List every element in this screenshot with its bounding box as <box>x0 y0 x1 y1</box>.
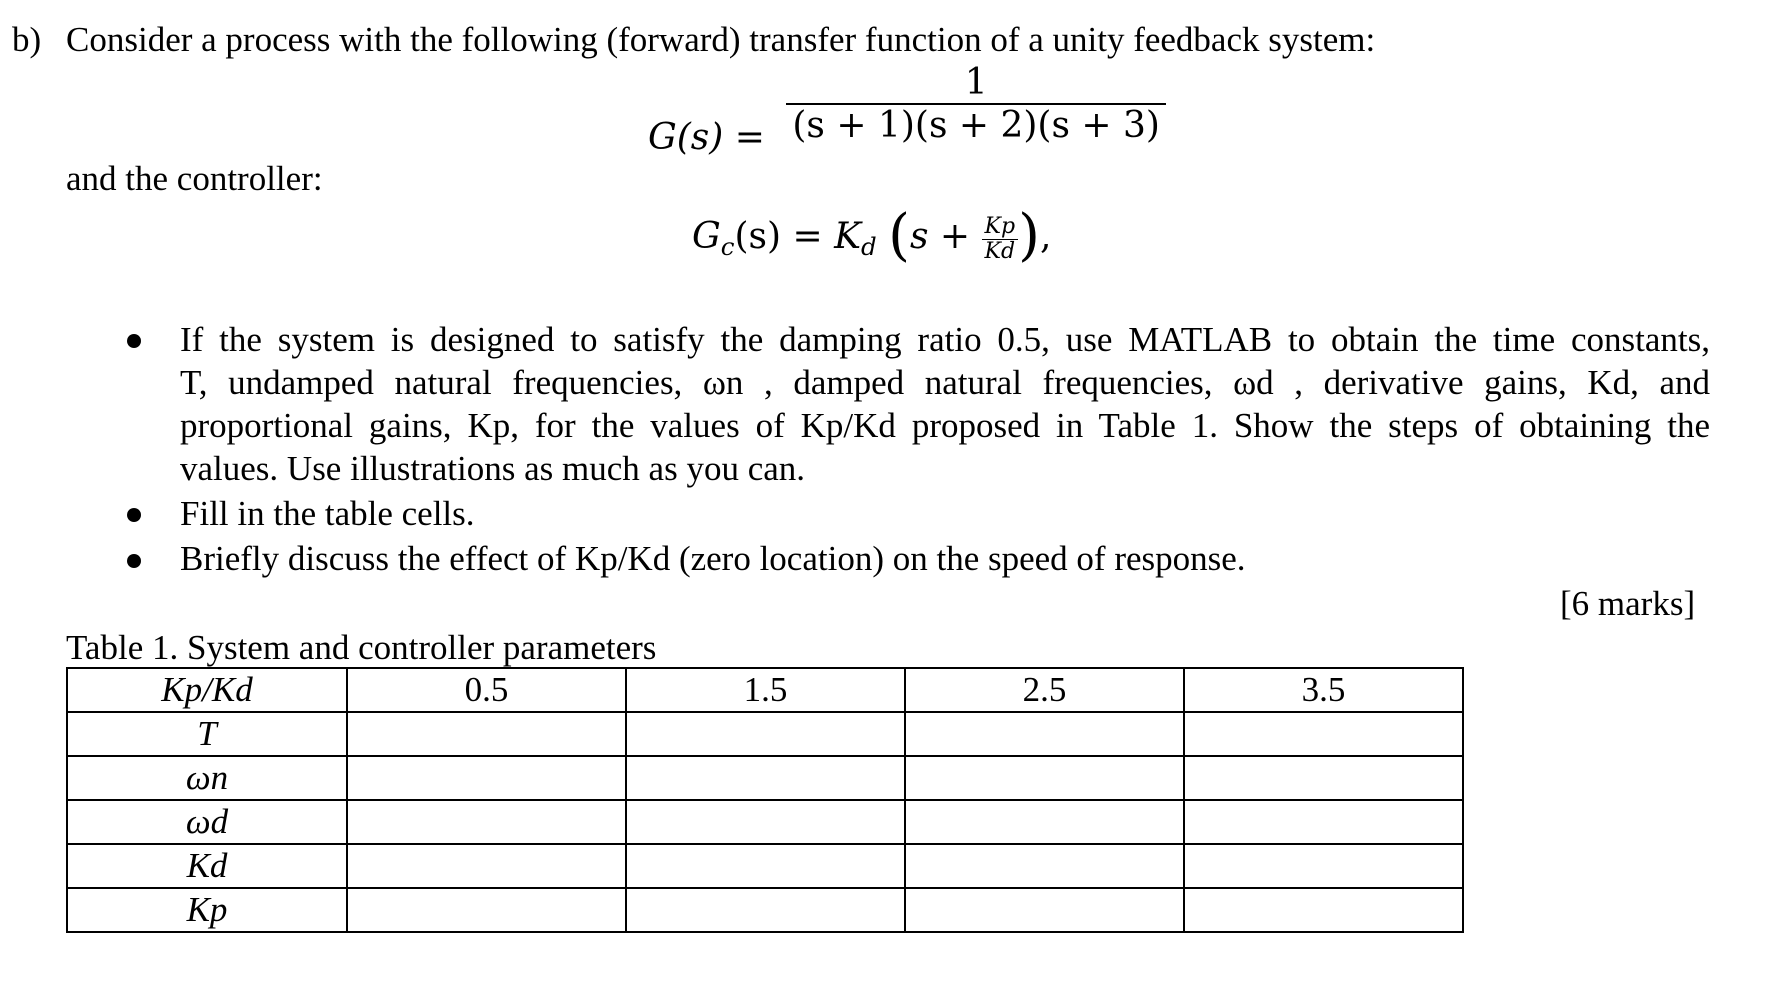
controller-equation <box>692 200 1051 270</box>
controller-intro: and the controller: <box>66 159 323 198</box>
bullet-1-line-3: proportional gains, Kp, for the values of Kp/Kd proposed in Table 1. Show the steps of obtaining the <box>180 406 1710 445</box>
table-cell[interactable] <box>1184 844 1463 888</box>
table-row <box>67 844 1463 888</box>
table-cell[interactable] <box>1184 712 1463 756</box>
table-header-col-2: 1.5 <box>626 668 905 712</box>
controller-s-plus: s + <box>910 216 971 257</box>
table-cell[interactable] <box>347 800 626 844</box>
table-row <box>67 800 1463 844</box>
row-label-wn: ωn <box>67 756 347 800</box>
left-paren: ( <box>888 203 910 268</box>
bullet-dot-1 <box>127 334 141 348</box>
table-cell[interactable] <box>347 712 626 756</box>
table-row <box>67 756 1463 800</box>
row-label-t: T <box>67 712 347 756</box>
question-intro: Consider a process with the following (forward) transfer function of a unity feedback system: <box>66 20 1376 59</box>
plant-denominator: (s + 1)(s + 2)(s + 3) <box>786 103 1166 146</box>
table-cell[interactable] <box>626 844 905 888</box>
bullet-1-line-1: If the system is designed to satisfy the damping ratio 0.5, use MATLAB to obtain the time constants, <box>180 320 1710 359</box>
table-cell[interactable] <box>905 800 1184 844</box>
table-cell[interactable] <box>626 756 905 800</box>
question-label: b) <box>12 20 42 59</box>
controller-k: K <box>834 216 862 257</box>
table-cell[interactable] <box>626 800 905 844</box>
table-cell[interactable] <box>347 756 626 800</box>
marks-label: [6 marks] <box>1560 584 1696 623</box>
table-cell[interactable] <box>1184 800 1463 844</box>
table-caption: Table 1. System and controller parameters <box>66 628 657 667</box>
bullet-1-text <box>180 318 1710 490</box>
controller-s-eq: (s) = <box>734 216 835 257</box>
controller-ratio-num: Kp <box>984 213 1016 239</box>
table-cell[interactable] <box>347 844 626 888</box>
table-row <box>67 888 1463 932</box>
table-cell[interactable] <box>626 712 905 756</box>
row-label-kp: Kp <box>67 888 347 932</box>
table-header-col-3: 2.5 <box>905 668 1184 712</box>
controller-ratio-fraction <box>982 215 1019 264</box>
table-cell[interactable] <box>905 756 1184 800</box>
table-cell[interactable] <box>626 888 905 932</box>
row-label-wd: ωd <box>67 800 347 844</box>
plant-equation <box>648 62 1166 158</box>
bullet-1-line-2: T, undamped natural frequencies, ωn , damped natural frequencies, ωd , derivative gains, Kd, and <box>180 363 1710 402</box>
plant-fraction <box>786 62 1166 146</box>
table-cell[interactable] <box>1184 888 1463 932</box>
bullet-1-line-4: values. Use illustrations as much as you can. <box>180 449 806 488</box>
right-paren: ) <box>1018 203 1040 268</box>
table-header-label: Kp/Kd <box>67 668 347 712</box>
table-cell[interactable] <box>905 844 1184 888</box>
controller-sub-c: c <box>720 232 735 262</box>
controller-sub-d: d <box>861 232 877 262</box>
table-header-row <box>67 668 1463 712</box>
row-label-kd: Kd <box>67 844 347 888</box>
bullet-2-text: Fill in the table cells. <box>180 494 475 533</box>
bullet-dot-2 <box>127 508 141 522</box>
table-cell[interactable] <box>905 888 1184 932</box>
plant-lhs: G(s) = <box>648 117 765 158</box>
table-row <box>67 712 1463 756</box>
table-cell[interactable] <box>347 888 626 932</box>
bullet-3-text: Briefly discuss the effect of Kp/Kd (zero location) on the speed of response. <box>180 539 1246 578</box>
table-cell[interactable] <box>905 712 1184 756</box>
plant-numerator: 1 <box>964 62 988 103</box>
table-header-col-1: 0.5 <box>347 668 626 712</box>
table-header-col-4: 3.5 <box>1184 668 1463 712</box>
controller-tail: , <box>1039 216 1052 257</box>
bullet-dot-3 <box>127 554 141 568</box>
controller-ratio-den: Kd <box>982 239 1019 264</box>
parameters-table <box>66 667 1464 933</box>
controller-g: G <box>692 216 721 257</box>
table-cell[interactable] <box>1184 756 1463 800</box>
